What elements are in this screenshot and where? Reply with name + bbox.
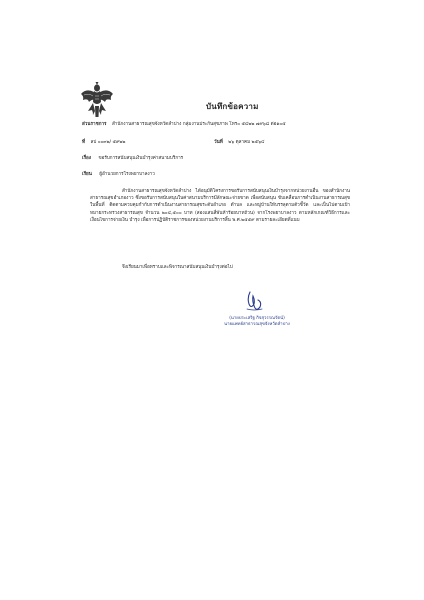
agency-value: สำนักงานสาธารณสุขจังหวัดลำปาง กลุ่มงานประกันสุขภาพ โทร๐ ๕๔๒๒ ๗๙๖๘ ต่อ๑๐๕ bbox=[112, 122, 286, 127]
ref-value: ลป ๐๐๓๒/ ๕๙๒๒ bbox=[90, 140, 126, 145]
to-label: เรียน bbox=[82, 172, 92, 177]
agency-line bbox=[82, 122, 286, 128]
subject-line bbox=[82, 156, 183, 162]
to-value: ผู้อำนวยการโรงพยาบาลงาว bbox=[99, 172, 155, 177]
date-label: วันที่ bbox=[214, 140, 223, 145]
date-value: ๒๖ ตุลาคม ๒๕๖๔ bbox=[228, 140, 265, 145]
date-line bbox=[214, 140, 264, 146]
garuda-emblem-icon bbox=[80, 82, 114, 118]
signer-title: นายแพทย์สาธารณสุขจังหวัดลำปาง bbox=[224, 322, 290, 328]
body-paragraph-1: สำนักงานสาธารณสุขจังหวัดลำปาง ได้อนุมัติโครงการขอรับการสนับสนุนเงินบำรุงจากหน่วยงานอื่น ของสำนักงานสาธารณสุขอำเภองาว ซึ่งขอรับการสนับสนุนในค่าสนามบริการมีลักษณะจ่ายขาด เพื่อสนับสนุน ขับเคลื่อนการดำเนินงานสาธารณสุขในพื้นที่ ติดตามควบคุมกำกับการดำเนินงานสาธารณสุขระดับอำเภอ ตำบล และหมู่บ้านให้บรรลุตามตัวชี้วัด และเป็นไปตามเป้าหมายกระทรวงสาธารณสุข จำนวน ๒๐๔,๕๐๐ บาท (สองแสนสี่พันห้าร้อยบาทถ้วน) จากโรงพยาบาลงาว ตามหลักเกณฑ์วิธีการและเงื่อนไขการจ่ายเงิน บำรุง เพื่อการปฏิบัติราชการของหน่วยงานบริการสิ้น พ.ศ.๒๕๕๙ ตามรายละเอียดที่แนบ bbox=[90, 189, 350, 223]
agency-label: ส่วนราชการ bbox=[82, 122, 107, 127]
signature-block bbox=[212, 316, 302, 328]
body-paragraph-2: จึงเรียนมาเพื่อทราบและพิจารณาสนับสนุนเงินบำรุงต่อไป bbox=[122, 265, 233, 270]
memo-title: บันทึกข้อความ bbox=[206, 102, 259, 111]
ref-line bbox=[82, 140, 125, 146]
subject-label: เรื่อง bbox=[82, 156, 92, 161]
signature-icon bbox=[242, 290, 266, 312]
signer-name: (นายประเสริฐ กิจสุวรรณรัตน์) bbox=[229, 316, 285, 321]
subject-value: ขอรับการสนับสนุนเงินบำรุงค่าสนามบริการ bbox=[98, 156, 184, 161]
ref-label: ที่ bbox=[82, 140, 86, 145]
to-line bbox=[82, 172, 155, 178]
